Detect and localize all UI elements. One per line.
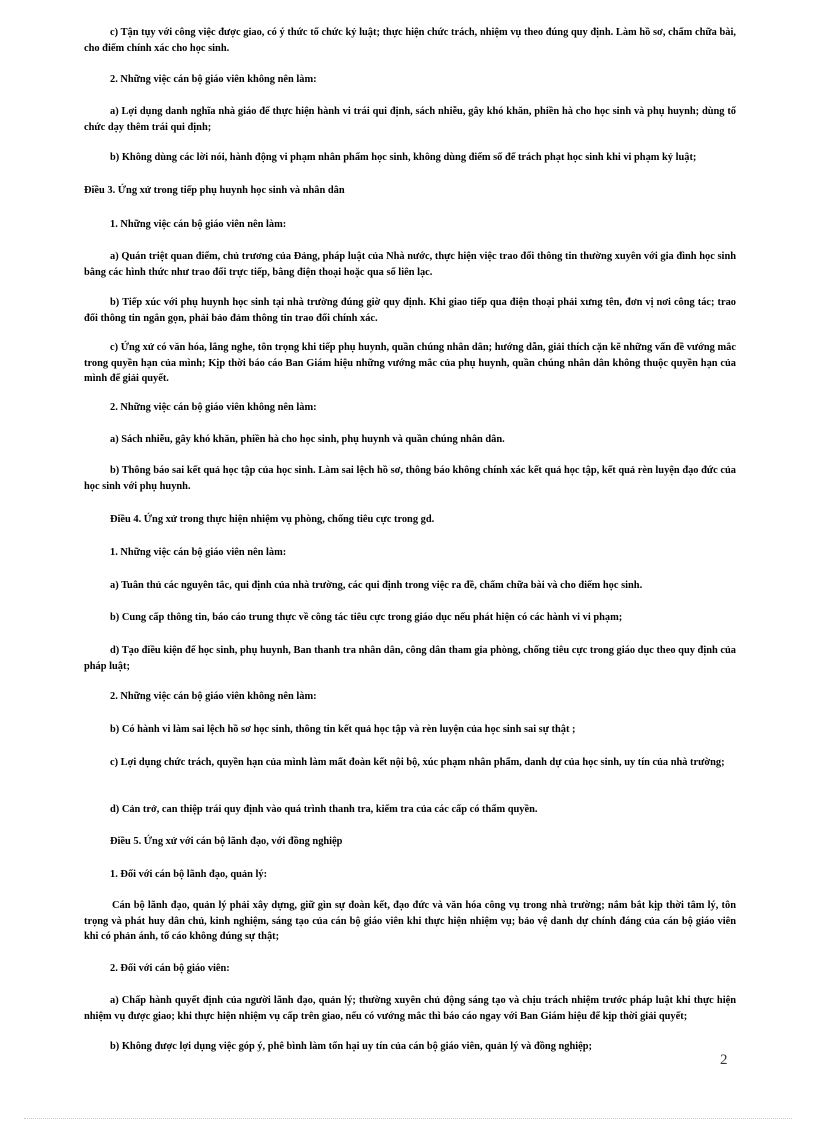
paragraph: b) Không dùng các lời nói, hành động vi phạm nhân phẩm học sinh, không dùng điểm số để trách phạt học sinh khi vi phạm kỷ luật;	[110, 152, 697, 163]
article-heading: Điều 5. Ứng xử với cán bộ lãnh đạo, với đồng nghiệp	[110, 836, 343, 847]
section-heading: 2. Những việc cán bộ giáo viên không nên làm:	[110, 74, 317, 85]
paragraph: c) Ứng xử có văn hóa, lắng nghe, tôn trọng khi tiếp phụ huynh, quần chúng nhân dân; hướng dẫn, giải thích cặn kẽ những vấn đề vướng mắc trong quyền hạn của mình; Kịp thời báo cáo Ban Giám hiệu những vướng mắc của phụ huynh, quần chúng nhân dân không thuộc quyền hạn của mình để giải quyết.	[84, 342, 736, 384]
article-heading: Điều 3. Ứng xử trong tiếp phụ huynh học sinh và nhân dân	[84, 185, 345, 196]
section-heading: 2. Đối với cán bộ giáo viên:	[110, 963, 230, 974]
paragraph: a) Quán triệt quan điểm, chủ trương của Đảng, pháp luật của Nhà nước, thực hiện việc trao đổi thông tin thường xuyên với gia đình học sinh bằng các hình thức như trao đổi trực tiếp, bằng điện thoại hoặc qua sổ liên lạc.	[84, 251, 736, 278]
page-footer-divider	[24, 1118, 792, 1119]
page-number: 2	[720, 1052, 728, 1068]
paragraph: a) Lợi dụng danh nghĩa nhà giáo để thực hiện hành vi trái qui định, sách nhiễu, gây khó khăn, phiền hà cho học sinh và phụ huynh; dùng tổ chức dạy thêm trái qui định;	[84, 106, 736, 133]
paragraph: a) Chấp hành quyết định của người lãnh đạo, quản lý; thường xuyên chủ động sáng tạo và chịu trách nhiệm trước pháp luật khi thực hiện nhiệm vụ được giao; khi thực hiện nhiệm vụ cấp trên giao, nếu có vướng mắc thì báo cáo ngay với Ban Giám hiệu để kịp thời giải quyết;	[84, 995, 736, 1022]
paragraph: d) Cản trở, can thiệp trái quy định vào quá trình thanh tra, kiểm tra của các cấp có thẩm quyền.	[110, 804, 538, 815]
paragraph: c) Lợi dụng chức trách, quyền hạn của mình làm mất đoàn kết nội bộ, xúc phạm nhân phẩm, danh dự của học sinh, uy tín của nhà trường;	[110, 757, 725, 768]
paragraph: b) Thông báo sai kết quả học tập của học sinh. Làm sai lệch hồ sơ, thông báo không chính xác kết quả học tập, kết quả rèn luyện đạo đức của học sinh với phụ huynh.	[84, 465, 736, 492]
section-heading: 1. Những việc cán bộ giáo viên nên làm:	[110, 547, 287, 558]
paragraph: b) Cung cấp thông tin, báo cáo trung thực về công tác tiêu cực trong giáo dục nếu phát hiện có các hành vi vi phạm;	[110, 612, 623, 623]
section-heading: 1. Đối với cán bộ lãnh đạo, quản lý:	[110, 869, 268, 880]
paragraph: a) Sách nhiễu, gây khó khăn, phiền hà cho học sinh, phụ huynh và quần chúng nhân dân.	[110, 434, 505, 445]
paragraph: d) Tạo điều kiện để học sinh, phụ huynh, Ban thanh tra nhân dân, công dân tham gia phòng, chống tiêu cực trong giáo dục theo quy định của pháp luật;	[84, 645, 736, 672]
paragraph: b) Tiếp xúc với phụ huynh học sinh tại nhà trường đúng giờ quy định. Khi giao tiếp qua điện thoại phải xưng tên, đơn vị nơi công tác; trao đổi thông tin ngắn gọn, phải bảo đảm thông tin trao đổi chính xác.	[84, 297, 736, 324]
section-heading: 2. Những việc cán bộ giáo viên không nên làm:	[110, 402, 317, 413]
paragraph: c) Tận tụy với công việc được giao, có ý thức tổ chức kỷ luật; thực hiện chức trách, nhiệm vụ theo đúng quy định. Làm hồ sơ, chấm chữa bài, cho điểm chính xác cho học sinh.	[84, 27, 736, 54]
paragraph: a) Tuân thủ các nguyên tắc, qui định của nhà trường, các qui định trong việc ra đề, chấm chữa bài và cho điểm học sinh.	[110, 580, 643, 591]
section-heading: 1. Những việc cán bộ giáo viên nên làm:	[110, 219, 287, 230]
paragraph: b) Không được lợi dụng việc góp ý, phê bình làm tổn hại uy tín của cán bộ giáo viên, quản lý và đồng nghiệp;	[110, 1041, 592, 1052]
paragraph: Cán bộ lãnh đạo, quản lý phải xây dựng, giữ gìn sự đoàn kết, đạo đức và văn hóa công vụ trong nhà trường; nắm bắt kịp thời tâm lý, tôn trọng và phát huy dân chủ, kinh nghiệm, sáng tạo của cán bộ giáo viên khi thực hiện nhiệm vụ; bảo vệ danh dự chính đáng của cán bộ giáo viên khi có phản ánh, tố cáo không đúng sự thật;	[84, 900, 736, 942]
section-heading: 2. Những việc cán bộ giáo viên không nên làm:	[110, 691, 317, 702]
article-heading: Điều 4. Ứng xử trong thực hiện nhiệm vụ phòng, chống tiêu cực trong gd.	[110, 514, 435, 525]
paragraph: b) Có hành vi làm sai lệch hồ sơ học sinh, thông tin kết quả học tập và rèn luyện của học sinh sai sự thật ;	[110, 724, 576, 735]
